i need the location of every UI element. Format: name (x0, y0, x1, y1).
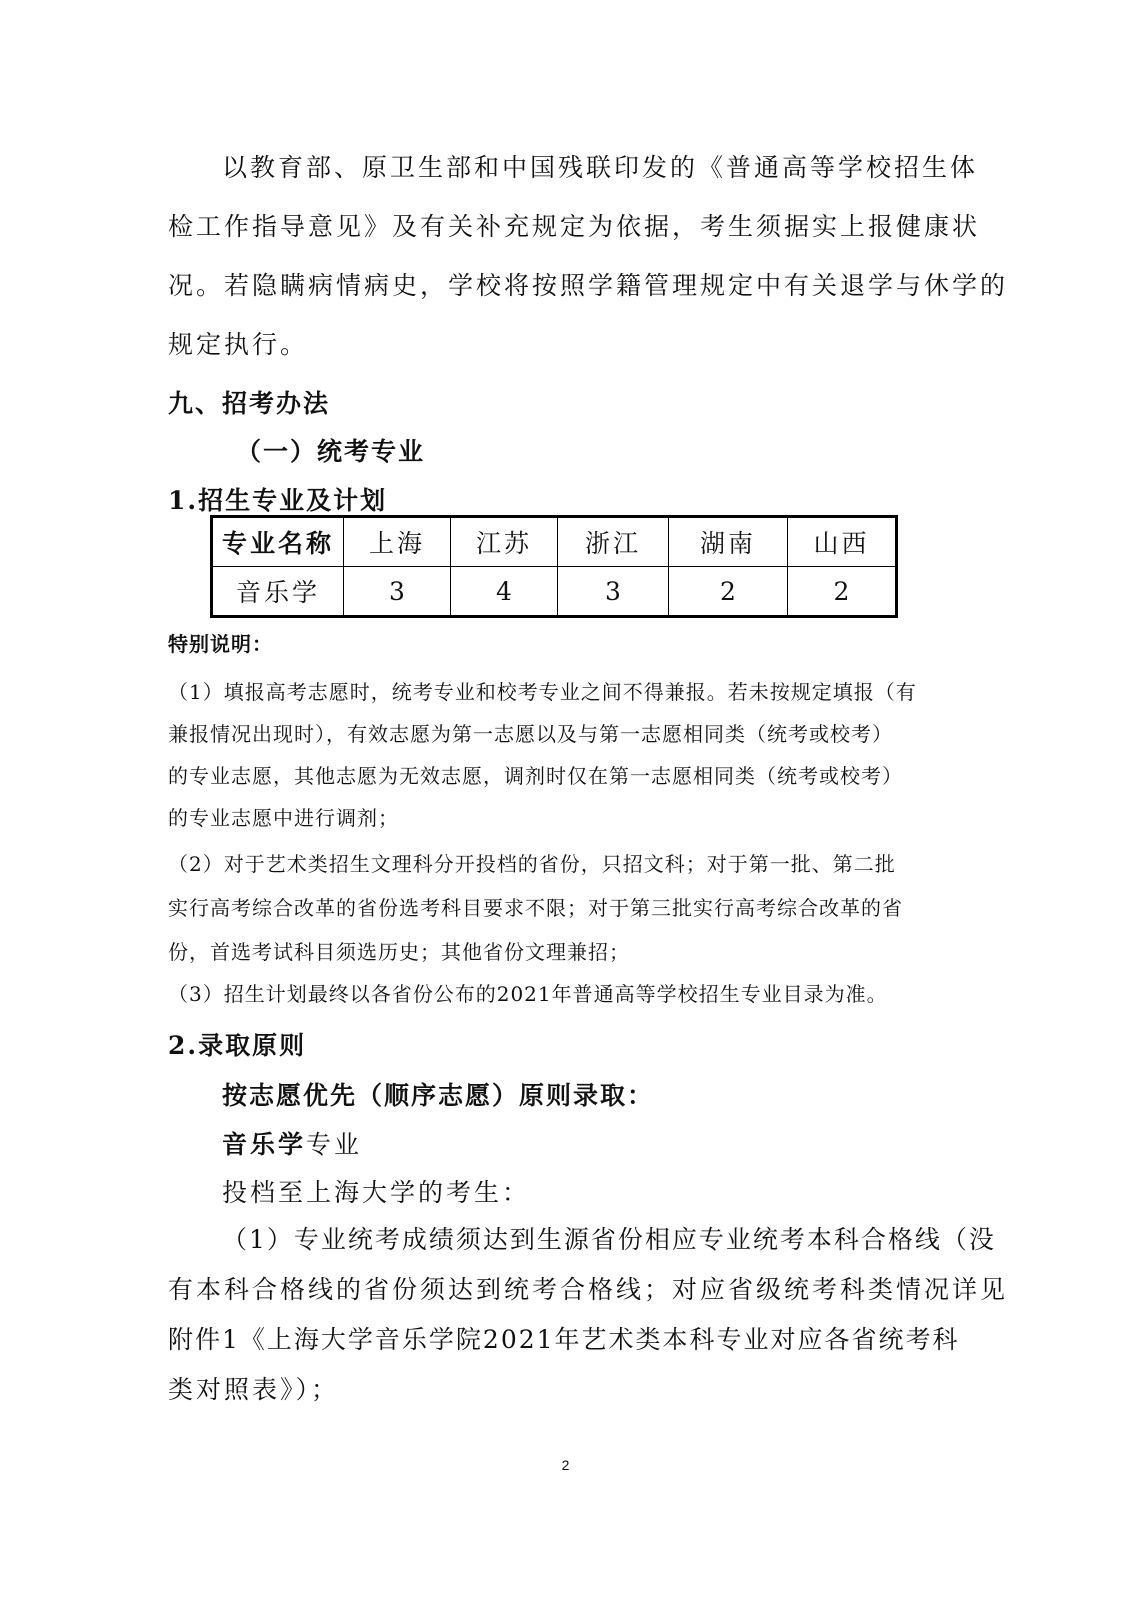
applicants-line: 投档至上海大学的考生： (222, 1178, 531, 1207)
table-cell: 2 (788, 567, 897, 617)
table-cell: 音乐学 (212, 567, 344, 617)
table-cell: 3 (344, 567, 451, 617)
intro-line-4: 规定执行。 (168, 330, 309, 359)
admission-rule: 按志愿优先（顺序志愿）原则录取： (222, 1081, 655, 1110)
table-header-cell: 浙江 (558, 517, 669, 567)
note-line-1: （1）填报高考志愿时，统考专业和校考专业之间不得兼报。若未按规定填报（有 (168, 680, 917, 704)
table-header-cell: 江苏 (451, 517, 558, 567)
table-row (212, 567, 897, 617)
table-cell: 3 (558, 567, 669, 617)
note-line-3: 的专业志愿，其他志愿为无效志愿，调剂时仅在第一志愿相同类（统考或校考） (168, 764, 903, 788)
major-line (222, 1125, 362, 1161)
note-line-7: 份，首选考试科目须选历史；其他省份文理兼招； (168, 940, 630, 964)
requirement-line-1: （1）专业统考成绩须达到生源省份相应专业统考本科合格线（没 (222, 1225, 996, 1254)
note-line-8: （3）招生计划最终以各省份公布的2021年普通高等学校招生专业目录为准。 (168, 982, 888, 1006)
requirement-line-3: 附件1《上海大学音乐学院2021年艺术类本科专业对应各省统考科 (168, 1325, 960, 1354)
page-number: 2 (561, 1457, 570, 1473)
table-header-cell: 湖南 (669, 517, 788, 567)
intro-line-2: 检工作指导意见》及有关补充规定为依据，考生须据实上报健康状 (168, 212, 981, 241)
note-line-2: 兼报情况出现时），有效志愿为第一志愿以及与第一志愿相同类（统考或校考） (168, 722, 893, 746)
admission-heading: 2.录取原则 (168, 1031, 307, 1060)
requirement-line-4: 类对照表》）； (168, 1375, 340, 1404)
intro-line-1: 以教育部、原卫生部和中国残联印发的《普通高等学校招生体 (222, 153, 979, 182)
note-line-5: （2）对于艺术类招生文理科分开投档的省份，只招文科；对于第一批、第二批 (168, 852, 896, 876)
note-line-6: 实行高考综合改革的省份选考科目要求不限；对于第三批实行高考综合改革的省 (168, 896, 903, 920)
note-line-4: 的专业志愿中进行调剂； (168, 806, 399, 830)
plan-heading: 1.招生专业及计划 (168, 486, 388, 515)
table-header-cell: 上海 (344, 517, 451, 567)
section-title: 九、招考办法 (168, 389, 331, 418)
table-header-cell: 专业名称 (212, 517, 344, 567)
major-suffix: 专业 (306, 1130, 363, 1159)
intro-line-3: 况。若隐瞒病情病史，学校将按照学籍管理规定中有关退学与休学的 (168, 271, 1009, 300)
enrollment-plan-table (210, 515, 898, 618)
requirement-line-2: 有本科合格线的省份须达到统考合格线；对应省级统考科类情况详见 (168, 1275, 1009, 1304)
section-subtitle: （一）统考专业 (236, 437, 426, 466)
table-cell: 4 (451, 567, 558, 617)
major-name: 音乐学 (222, 1130, 307, 1159)
notes-title: 特别说明： (168, 632, 273, 656)
table-header-cell: 山西 (788, 517, 897, 567)
table-header-row (212, 517, 897, 567)
table-cell: 2 (669, 567, 788, 617)
